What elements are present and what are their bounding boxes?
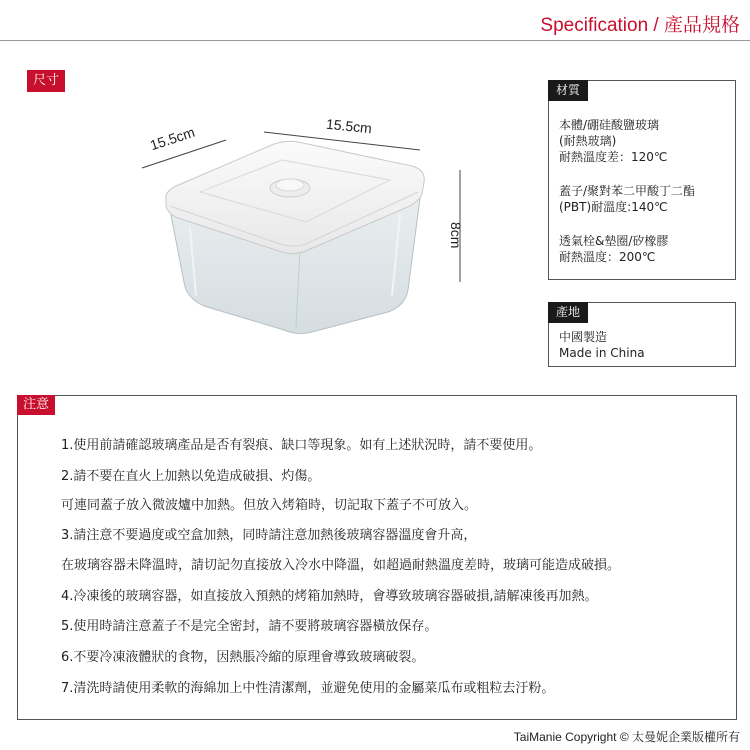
notice-item: 5.使用時請注意蓋子不是完全密封，請不要將玻璃容器橫放保存。 [61,619,438,634]
product-image [130,110,490,340]
origin-line: 中國製造 [559,330,608,344]
material-line: 蓋子/聚對苯二甲酸丁二酯 [559,184,696,198]
notice-item: 可連同蓋子放入微波爐中加熱。但放入烤箱時，切記取下蓋子不可放入。 [61,498,478,513]
material-line: 透氣栓&墊圈/矽橡膠 [559,234,669,248]
origin-line: Made in China [559,346,645,360]
notice-item: 1.使用前請確認玻璃產品是否有裂痕、缺口等現象。如有上述狀況時，請不要使用。 [61,438,542,453]
glass-container-illustration [130,110,490,340]
size-tag: 尺寸 [27,70,65,92]
material-line: 耐熱溫度差：120℃ [559,150,668,164]
notice-item: 2.請不要在直火上加熱以免造成破損、灼傷。 [61,469,321,484]
material-line: (PBT)耐溫度:140℃ [559,200,668,214]
material-tag: 材質 [548,80,588,101]
origin-tag: 產地 [548,302,588,323]
notice-tag: 注意 [17,395,55,415]
notice-item: 6.不要冷凍液體狀的食物，因熱脹冷縮的原理會導致玻璃破裂。 [61,650,425,665]
origin-box [548,302,736,367]
copyright-footer: TaiManie Copyright © 太曼妮企業版權所有 [513,730,740,744]
height-label: 8cm [448,222,464,249]
notice-item: 4.冷凍後的玻璃容器，如直接放入預熱的烤箱加熱時，會導致玻璃容器破損,請解凍後再加熱。 [61,589,598,604]
material-line: 本體/硼硅酸鹽玻璃 [559,118,660,132]
depth-label: 15.5cm [148,123,197,154]
material-box [548,80,736,280]
width-label: 15.5cm [325,115,373,137]
material-line: 耐熱溫度：200℃ [559,250,656,264]
notice-box [17,395,737,720]
page-title: Specification / 產品規格 [540,15,740,36]
notice-item: 7.清洗時請使用柔軟的海綿加上中性清潔劑，並避免使用的金屬菜瓜布或粗粒去汙粉。 [61,681,555,696]
header-divider [0,40,750,41]
notice-item: 3.請注意不要過度或空盒加熱，同時請注意加熱後玻璃容器溫度會升高， [61,528,477,543]
material-line: (耐熱玻璃) [559,134,617,148]
notice-item: 在玻璃容器未降溫時，請切記勿直接放入冷水中降溫，如超過耐熱溫度差時，玻璃可能造成破損。 [61,558,621,573]
